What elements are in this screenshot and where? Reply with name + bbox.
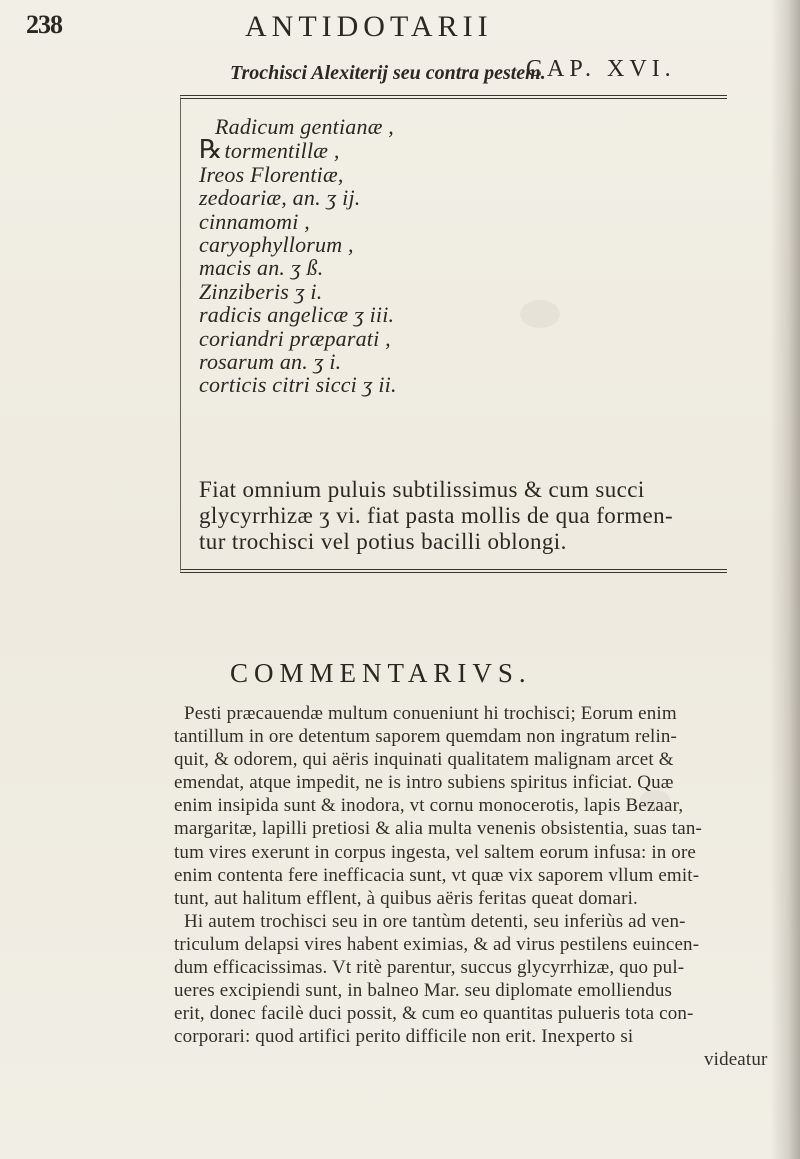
ingredient-list xyxy=(199,115,397,397)
ingredient-item: radicis angelicæ ʒ iii. xyxy=(199,302,395,328)
instruction-line: glycyrrhizæ ʒ vi. fiat pasta mollis de qua formen- xyxy=(199,503,674,528)
recipe-box xyxy=(180,95,727,573)
ingredient-item: cinnamomi , xyxy=(199,208,310,234)
section-subtitle: Trochisci Alexiterij seu contra pestem. xyxy=(230,62,546,84)
page-number: 238 xyxy=(26,10,62,39)
ingredient-item: Radicum gentianæ , xyxy=(215,114,394,139)
text-line: Hi autem trochisci seu in ore tantùm detenti, seu inferiùs ad ven- xyxy=(184,910,686,932)
ingredient-item: corticis citri sicci ʒ ii. xyxy=(199,372,397,398)
text-line: tantillum in ore detentum saporem quemdam non ingratum relin- xyxy=(174,726,678,748)
commentary-body xyxy=(174,702,786,1072)
text-line: margaritæ, lapilli pretiosi & alia multa venenis obsistentia, suas tan- xyxy=(174,818,702,840)
catchword: videatur xyxy=(704,1049,768,1071)
text-line: tunt, aut halitum efflent, à quibus aëris feritas queat domari. xyxy=(174,887,638,909)
text-line: dum efficacissimas. Vt ritè parentur, succus glycyrrhizæ, quo pul- xyxy=(174,957,685,979)
running-head: ANTIDOTARII xyxy=(245,10,493,43)
ingredient-text: tormentillæ , xyxy=(224,138,340,164)
chapter-label: CAP. XVI. xyxy=(526,56,676,82)
commentary-heading: COMMENTARIVS. xyxy=(230,658,532,688)
instruction-line: tur trochisci vel potius bacilli oblongi. xyxy=(199,529,567,554)
rx-symbol-icon: ℞ xyxy=(199,135,223,165)
text-line: emendat, atque impedit, ne is intro subiens spiritus inficiat. Quæ xyxy=(174,772,674,794)
ingredient-item: zedoariæ, an. ʒ ij. xyxy=(199,185,361,211)
ingredient-item: Ireos Florentiæ, xyxy=(199,161,344,187)
text-line: corporari: quod artifici perito difficile non erit. Inexperto si xyxy=(174,1026,634,1048)
ingredient-item: rosarum an. ʒ i. xyxy=(199,349,342,375)
text-line: enim insipida sunt & inodora, vt cornu monocerotis, lapis Bezaar, xyxy=(174,795,684,817)
ingredient-item: macis an. ʒ ß. xyxy=(199,255,324,281)
text-line: enim contenta fere inefficacia sunt, vt quæ vix saporem vllum emit- xyxy=(174,864,700,886)
text-line: quit, & odorem, qui aëris inquinati qualitatem malignam arcet & xyxy=(174,749,674,771)
recipe-instructions xyxy=(199,477,719,555)
text-line: tum vires exerunt in corpus ingesta, vel saltem eorum infusa: in ore xyxy=(174,841,697,863)
text-line: erit, donec facilè duci possit, & cum eo quantitas pulueris tota con- xyxy=(174,1003,694,1025)
ingredient-item xyxy=(199,135,397,165)
text-line: ueres excipiendi sunt, in balneo Mar. seu diplomate emolliendus xyxy=(174,980,673,1002)
ingredient-item: Zinziberis ʒ i. xyxy=(199,278,323,304)
instruction-line: Fiat omnium puluis subtilissimus & cum succi xyxy=(199,477,645,502)
text-line: Pesti præcauendæ multum conueniunt hi trochisci; Eorum enim xyxy=(184,703,677,724)
ingredient-item: coriandri præparati , xyxy=(199,325,391,351)
ingredient-item: caryophyllorum , xyxy=(199,232,354,258)
text-line: triculum delapsi vires habent eximias, & ad virus pestilens euincen- xyxy=(174,933,700,955)
